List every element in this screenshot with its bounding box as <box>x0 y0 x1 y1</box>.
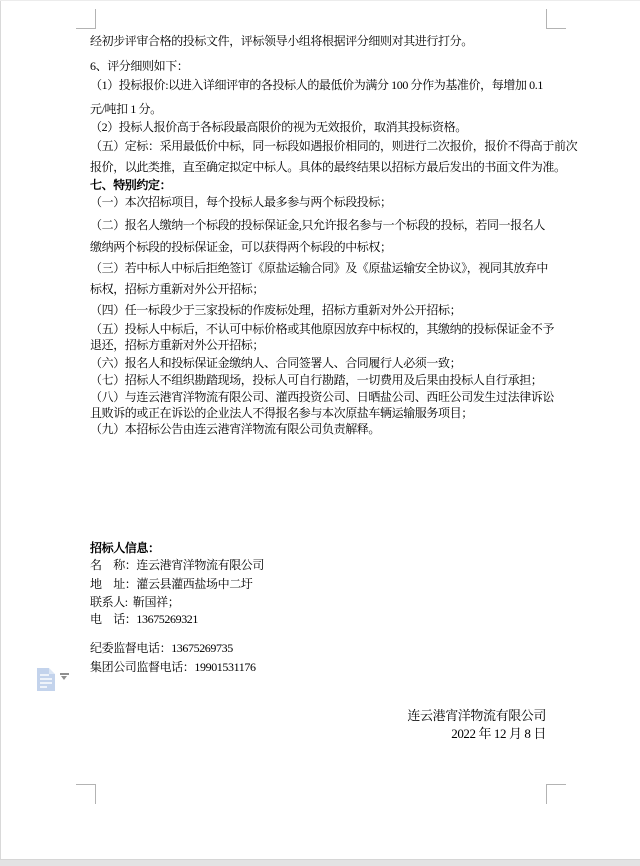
text-line-18: （七）招标人不组织勘踏现场，投标人可自行勘踏，一切费用及后果由投标人自行承担； <box>90 373 543 387</box>
text-line-5: （2）投标人报价高于各标段最高限价的视为无效报价，取消其投标资格。 <box>90 120 467 134</box>
chevron-down-icon[interactable] <box>60 673 69 681</box>
text-line-8: 七、特别约定： <box>90 178 172 192</box>
text-line-17: （六）报名人和投标保证金缴纳人、合同签署人、合同履行人必须一致； <box>90 356 462 370</box>
text-line-13: 标权，招标方重新对外公开招标； <box>90 282 265 296</box>
clipboard-icon <box>37 668 55 691</box>
text-boundary-mark-bottom-right <box>546 784 566 804</box>
text-line-7: 报价，以此类推，直至确定拟定中标人。具体的最终结果以招标方最后发出的书面文件为准。 <box>90 160 566 174</box>
text-line-9: （一）本次招标项目，每个投标人最多参与两个标段投标； <box>90 195 392 209</box>
text-line-6: （五）定标：采用最低价中标，同一标段如遇报价相同的，则进行二次报价，报价不得高于前次 <box>90 139 578 153</box>
text-line-4: 元/吨扣 1 分。 <box>90 102 162 116</box>
text-line-27: 纪委监督电话：13675269735 <box>90 641 233 655</box>
text-boundary-mark-top-right <box>546 9 566 29</box>
text-line-28: 集团公司监督电话：19901531176 <box>90 660 256 674</box>
text-line-12: （三）若中标人中标后拒绝签订《原盐运输合同》及《原盐运输安全协议》，视同其放弃中 <box>90 261 549 275</box>
text-line-19: （八）与连云港宵洋物流有限公司、灌西投资公司、日晒盐公司、西旺公司发生过法律诉讼 <box>90 390 555 404</box>
text-line-14: （四）任一标段少于三家投标的作废标处理，招标方重新对外公开招标； <box>90 303 462 317</box>
text-line-3: （1）投标报价:以进入详细评审的各投标人的最低价为满分 100 分作为基准价，每增加 0.1 <box>90 78 543 92</box>
text-boundary-mark-top-left <box>76 9 96 29</box>
text-line-10: （二）报名人缴纳一个标段的投标保证金,只允许报名参与一个标段的投标，若同一报名人 <box>90 218 546 232</box>
page-fold-corner <box>49 668 55 674</box>
text-line-25: 联系人: 靳国祥； <box>90 595 180 609</box>
paste-options-button[interactable] <box>36 666 72 694</box>
text-line-20: 且败诉的或正在诉讼的企业法人不得报名参与本次原盐车辆运输服务项目； <box>90 406 473 420</box>
text-line-22: 招标人信息： <box>90 541 160 555</box>
text-boundary-mark-bottom-left <box>76 784 96 804</box>
text-line-21: （九）本招标公告由连云港宵洋物流有限公司负责解释。 <box>90 422 381 436</box>
text-line-30: 2022 年 12 月 8 日 <box>451 726 546 741</box>
text-line-16: 退还，招标方重新对外公开招标； <box>90 338 265 352</box>
text-line-11: 缴纳两个标段的投标保证金，可以获得两个标段的中标权； <box>90 240 392 254</box>
page-left-edge <box>0 1 1 859</box>
text-line-24: 地 址：灌云县灌西盐场中二圩 <box>90 577 253 591</box>
text-line-23: 名 称：连云港宵洋物流有限公司 <box>90 558 265 572</box>
text-line-1: 经初步评审合格的投标文件，评标领导小组将根据评分细则对其进行打分。 <box>90 34 473 48</box>
text-line-29: 连云港宵洋物流有限公司 <box>407 708 546 723</box>
text-line-15: （五）投标人中标后，不认可中标价格或其他原因放弃中标权的，其缴纳的投标保证金不予 <box>90 322 555 336</box>
text-line-2: 6、评分细则如下： <box>90 59 189 73</box>
text-line-26: 电 话：13675269321 <box>90 612 199 626</box>
